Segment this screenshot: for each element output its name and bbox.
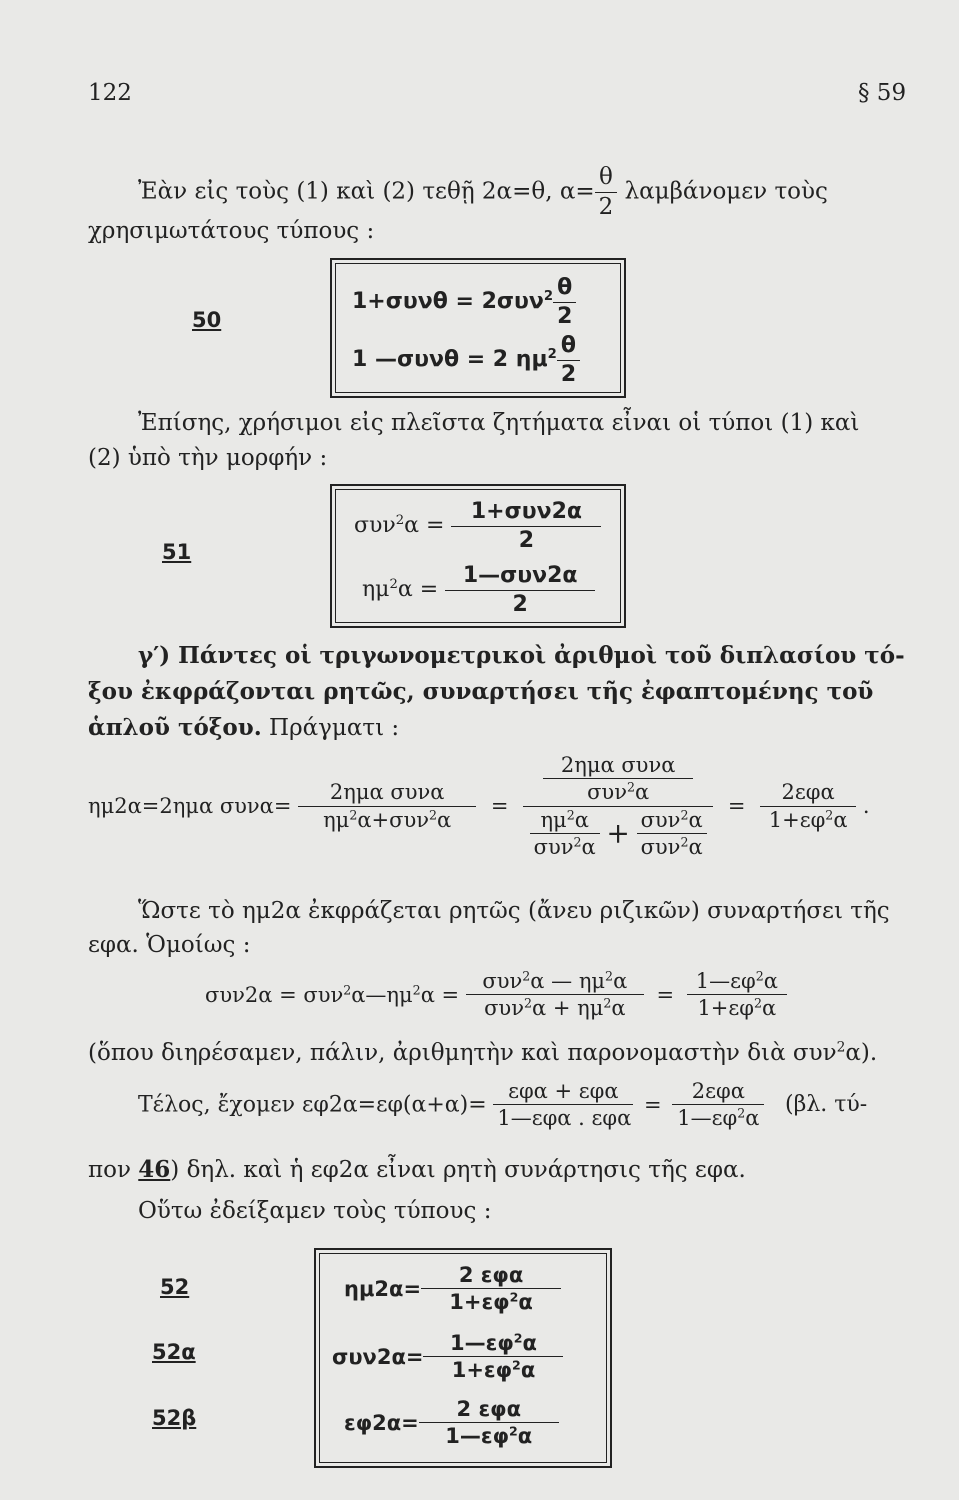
formula-51-label: 51 (162, 540, 192, 564)
equation-cos2a: $\sigma\upsilon\nu 2\alpha = \sigma\upsilon\nu^2\alpha—\eta\mu^2\alpha$ = $\frac{\sigma\upsilon\nu^2\alpha — \eta\mu^2\alpha}{\sigma\upsilon\nu^2\alpha + \eta\mu^2\alpha}$ = $\frac{1—\varepsilon\varphi^2\alpha}{1+\varepsilon\varphi^2\alpha}$ (205, 968, 787, 1022)
formula-51-row-1: συν$^2$α = $\frac{\text{1+συν2α}}{2}$ (354, 498, 601, 554)
section-number: § 59 (858, 80, 907, 106)
equation-sin2a: ημ2α=2ημα συνα= $\frac{\text{2ημα συνα}}{\eta\mu^2\alpha+\sigma\upsilon\nu^2\alpha}$ = $\frac{\text{2ημα συνα}}{\sigma\upsilon\nu^2\alpha}$ $\frac{\eta\mu^2\alpha}{\sigma\upsilon\nu^2\alpha}$ + $\frac{\sigma\upsilon\nu^2\alpha}{\sigma\upsilon\nu^2\alpha}$ = $\frac{\text{2εφα}}{1+\varepsilon\varphi^2\alpha}$ . (88, 753, 870, 859)
formula-52b-label: 52β (152, 1406, 197, 1430)
gamma-line-1: γ′) Πάντες οἱ τριγωνομετρικοὶ ἀριθμοὶ τοῦ διπλασίου τό- (138, 642, 905, 669)
equation-tan2a: Τέλος, ἔχομεν εφ2α=εφ(α+α)= $\frac{\text{εφα + εφα}}{\text{1—εφα . εφα}}$ = $\frac{\text{2εφα}}{1—\varepsilon\varphi^2\alpha}$ (βλ. τύ- (138, 1079, 868, 1131)
hence-line-2: εφα. Ὁμοίως : (88, 932, 251, 958)
hence-line-1: Ὥστε τὸ ημ2α ἐκφράζεται ρητῶς (ἄνευ ριζικῶν) συναρτήσει τῆς (138, 898, 890, 924)
also-line-1: Ἐπίσης, χρήσιμοι εἰς πλεῖστα ζητήματα εἶναι οἱ τύποι (1) καὶ (138, 410, 860, 436)
gamma-line-2: ξου ἐκφράζονται ρητῶς, συναρτήσει τῆς ἐφαπτομένης τοῦ (88, 678, 874, 705)
formula-51-box (330, 484, 626, 628)
formula-51-row-2: $\eta\mu^2\alpha$ = $\frac{\text{1—συν2α}}{2}$ (362, 562, 595, 618)
intro-line-2: χρησιμωτάτους τύπους : (88, 218, 375, 244)
formula-52-row-2: συν2α= $\frac{1—\varepsilon\varphi^2\alpha}{1+\varepsilon\varphi^2\alpha}$ (332, 1330, 563, 1384)
formula-52-row-1: ημ2α= $\frac{\text{2 εφα}}{1+\varepsilon\varphi^2\alpha}$ (344, 1262, 561, 1316)
formula-50-row-1: 1+συνθ = 2συν$^2$ $\frac{\theta}{2}$ (352, 274, 576, 330)
note-line: (ὅπου διηρέσαμεν, πάλιν, ἀριθμητὴν καὶ παρονομαστὴν διὰ συν$^2$α). (88, 1039, 878, 1066)
formula-52-row-3: εφ2α= $\frac{\text{2 εφα}}{1—\varepsilon\varphi^2\alpha}$ (344, 1396, 559, 1450)
intro-line-1: Ἐὰν εἰς τοὺς (1) καὶ (2) τεθῇ 2α=θ, α= $\frac{\theta}{2}$ λαμβάνομεν τοὺς (138, 164, 828, 220)
shown-line: Οὕτω ἐδείξαμεν τοὺς τύπους : (138, 1198, 492, 1224)
formula-52-label: 52 (160, 1275, 190, 1299)
formula-50-label: 50 (192, 308, 222, 332)
formula-50-row-2: 1 —συνθ = 2 $\eta\mu^2$ $\frac{\theta}{2}$ (352, 332, 580, 388)
also-line-2: (2) ὑπὸ τὴν μορφήν : (88, 445, 328, 471)
page-number: 122 (88, 80, 132, 106)
formula-52-box (314, 1248, 612, 1468)
formula-50-box (330, 258, 626, 398)
formula-52a-label: 52α (152, 1340, 196, 1364)
gamma-line-3: ἁπλοῦ τόξου. Πράγματι : (88, 714, 400, 741)
reference-line: πον 46) δηλ. καὶ ἡ εφ2α εἶναι ρητὴ συνάρτησις τῆς εφα. (88, 1156, 746, 1183)
